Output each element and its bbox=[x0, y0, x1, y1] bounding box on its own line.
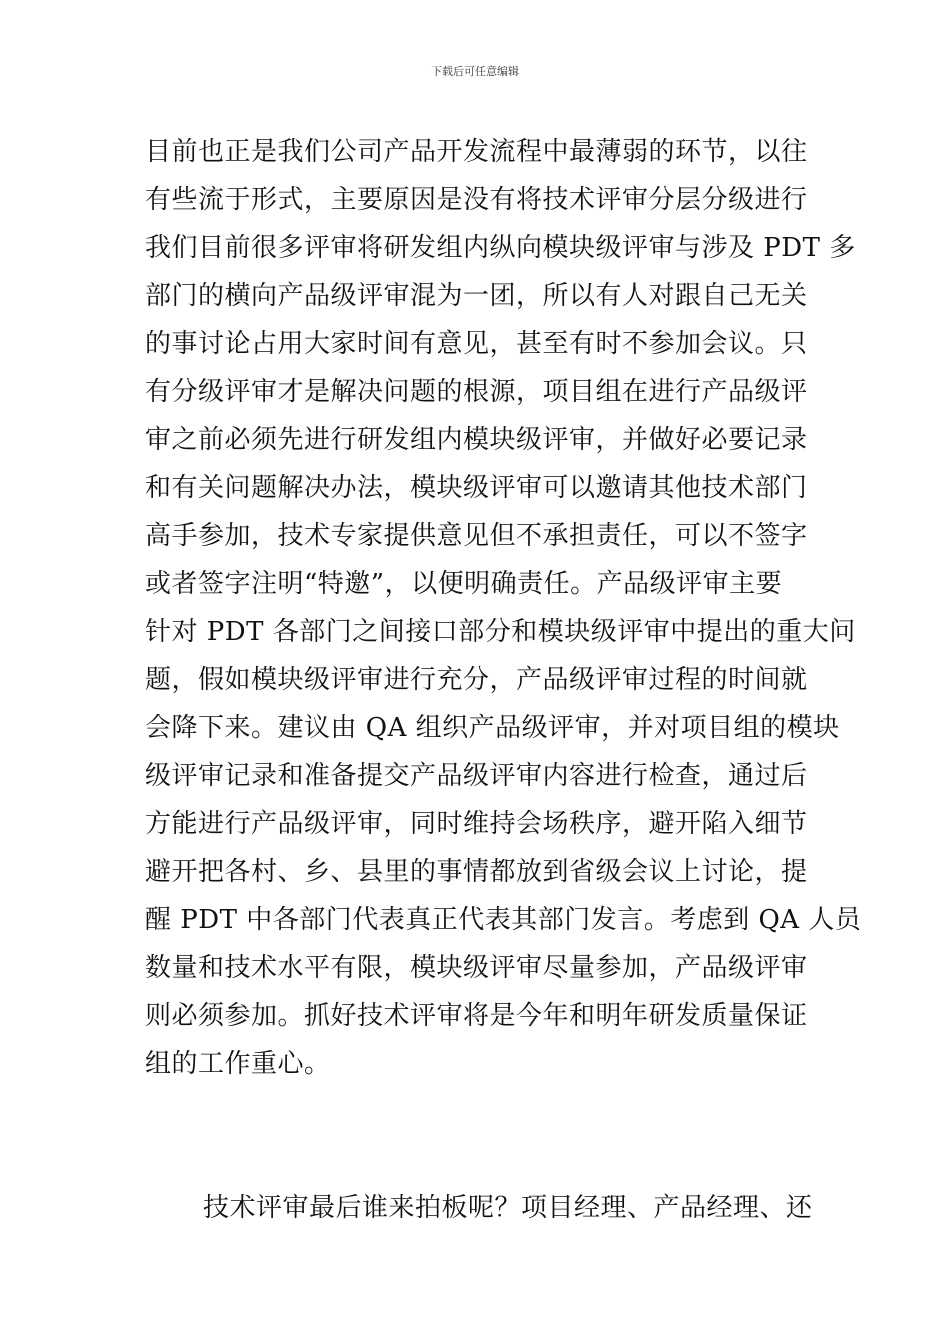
text-line: 有些流于形式，主要原因是没有将技术评审分层分级进行 bbox=[145, 185, 808, 215]
text-line: 的事讨论占用大家时间有意见，甚至有时不参加会议。只 bbox=[145, 329, 808, 359]
text-line: 级评审记录和准备提交产品级评审内容进行检查，通过后 bbox=[145, 761, 808, 791]
text-line: 题，假如模块级评审进行充分，产品级评审过程的时间就 bbox=[145, 665, 808, 695]
text-line: 我们目前很多评审将研发组内纵向模块级评审与涉及 PDT 多 bbox=[145, 233, 856, 263]
text-line: 有分级评审才是解决问题的根源，项目组在进行产品级评 bbox=[145, 377, 808, 407]
text-line: 部门的横向产品级评审混为一团，所以有人对跟自己无关 bbox=[145, 281, 808, 311]
text-line: 数量和技术水平有限，模块级评审尽量参加，产品级评审 bbox=[145, 953, 808, 983]
text-line: 会降下来。建议由 QA 组织产品级评审，并对项目组的模块 bbox=[145, 713, 840, 743]
paragraph-spacer bbox=[145, 1088, 815, 1184]
text-line: 或者签字注明“特邀”，以便明确责任。产品级评审主要 bbox=[145, 569, 783, 599]
text-line: 和有关问题解决办法，模块级评审可以邀请其他技术部门 bbox=[145, 473, 808, 503]
text-line: 技术评审最后谁来拍板呢？项目经理、产品经理、还 bbox=[203, 1193, 813, 1223]
text-line: 醒 PDT 中各部门代表真正代表其部门发言。考虑到 QA 人员 bbox=[145, 905, 862, 935]
paragraph bbox=[145, 128, 862, 1088]
text-line: 避开把各村、乡、县里的事情都放到省级会议上讨论，提 bbox=[145, 857, 808, 887]
text-line: 方能进行产品级评审，同时维持会场秩序，避开陷入细节 bbox=[145, 809, 808, 839]
text-line: 组的工作重心。 bbox=[145, 1049, 331, 1079]
text-line: 审之前必须先进行研发组内模块级评审，并做好必要记录 bbox=[145, 425, 808, 455]
text-line: 目前也正是我们公司产品开发流程中最薄弱的环节，以往 bbox=[145, 137, 808, 167]
text-line: 则必须参加。抓好技术评审将是今年和明年研发质量保证 bbox=[145, 1001, 808, 1031]
page-header: 下载后可任意编辑 bbox=[431, 65, 519, 78]
text-line: 高手参加，技术专家提供意见但不承担责任，可以不签字 bbox=[145, 521, 808, 551]
paragraph bbox=[145, 1184, 815, 1232]
text-line: 针对 PDT 各部门之间接口部分和模块级评审中提出的重大问 bbox=[145, 617, 856, 647]
body-text bbox=[145, 128, 862, 1232]
